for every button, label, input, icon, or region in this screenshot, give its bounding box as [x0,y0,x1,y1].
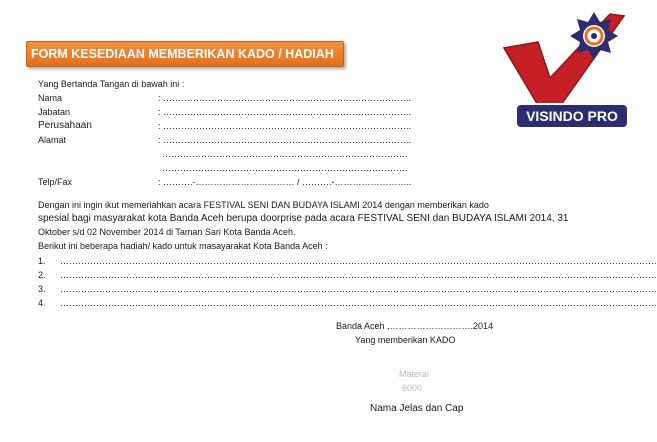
field-label-telp-fax: Telp/Fax [38,177,73,187]
body-line-4: Berikut ini beberapa hadiah/ kado untuk masayarakat Kota Banda Aceh : [38,241,328,251]
field-value-telp-fax: : ……….-…………………………… / ……….-…………………….. [158,177,412,187]
stamp-value: 6000 [402,383,423,393]
body-line-3: Oktober s/d 02 November 2014 di Taman Sari Kota Banda Aceh. [38,227,296,237]
logo-text: VISINDO PRO [526,108,618,124]
signature-giver: Yang memberikan KADO [355,335,456,345]
list-item-number: 1. [38,256,46,266]
list-item-number: 4. [38,298,46,308]
signature-place-date: Banda Aceh ,……………………….2014 [336,321,494,331]
address-line-3: ………………………………………………………………………. [162,163,408,173]
field-label-alamat: Alamat [38,135,67,145]
list-item-dots: ………………………………………………………………………………………………………………………………………………………………………………. [60,298,657,308]
intro-text: Yang Bertanda Tangan di bawah ini : [38,79,185,89]
list-item-dots: ………………………………………………………………………………………………………………………………………………………………………………. [60,284,657,294]
form-title: FORM KESEDIAAN MEMBERIKAN KADO / HADIAH [26,41,344,67]
body-line-2: spesial bagi masyarakat kota Banda Aceh berupa doorprise pada acara FESTIVAL SENI dan BUDAYA ISLAMI 2014, 31 [38,213,569,224]
field-value-jabatan: : ……………………………………………………………………….. [158,107,412,117]
body-line-1: Dengan ini ingin ikut memeriahkan acara FESTIVAL SENI DAN BUDAYA ISLAMI 2014 dengan memberikan kado [38,200,489,210]
field-label-jabatan: Jabatan [38,107,71,117]
list-item-dots: ………………………………………………………………………………………………………………………………………………………………………………. [60,256,657,266]
list-item-number: 3. [38,284,46,294]
address-line-2: ………………………………………………………………………. [162,149,408,159]
field-value-alamat: : ……………………………………………………………………….. [158,135,412,145]
visindo-pro-logo [498,8,630,132]
signature-name-line: Nama Jelas dan Cap [370,403,464,414]
field-value-nama: : ……………………………………………………………………….. [158,93,412,103]
list-item-number: 2. [38,270,46,280]
field-value-perusahaan: : ……………………………………………………………………….. [158,121,412,131]
list-item-dots: ………………………………………………………………………………………………………………………………………………………………………………. [60,270,657,280]
star-ornament-icon [570,12,618,60]
field-label-nama: Nama [38,93,63,103]
field-label-perusahaan: Perusahaan [38,120,92,131]
stamp-label: Materai [399,369,430,379]
